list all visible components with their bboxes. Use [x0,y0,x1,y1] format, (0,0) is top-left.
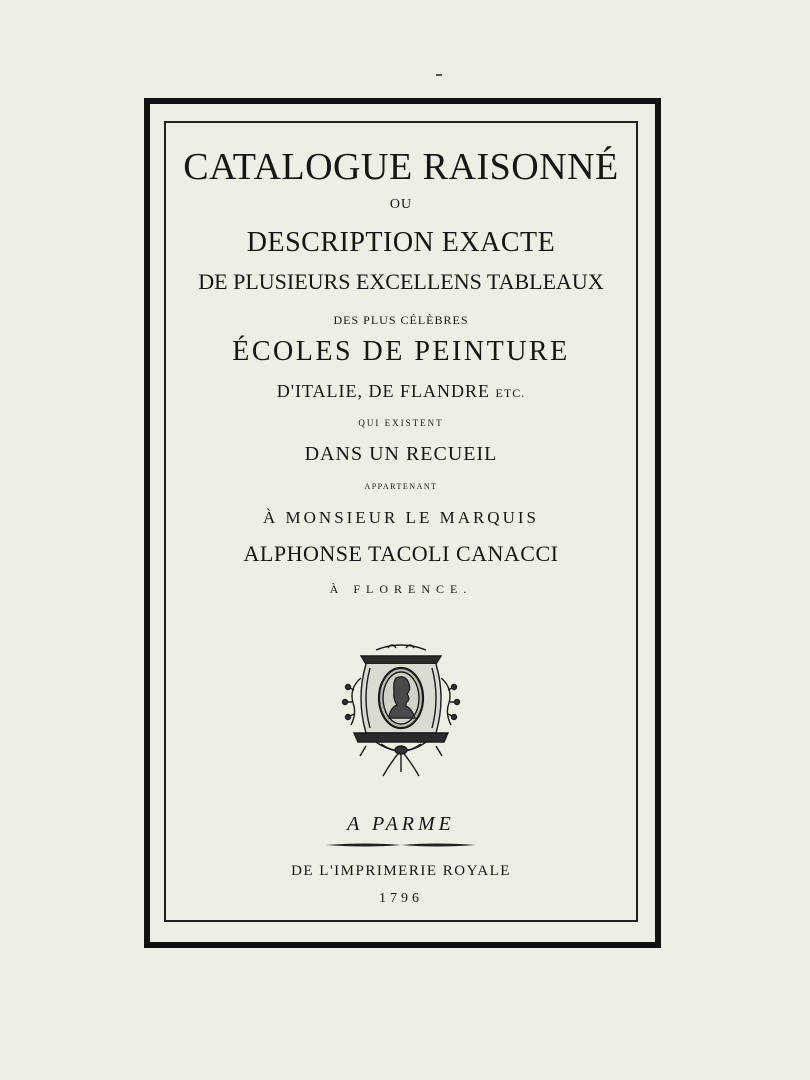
appartenant-line: APPARTENANT [364,482,438,491]
portrait-medallion-vignette-icon [336,638,466,783]
qui-existent-line: QUI EXISTENT [358,418,444,428]
parme-line: A PARME [347,813,455,835]
florence-line: À FLORENCE. [329,582,473,596]
title-page [166,123,636,920]
italie-text: D'ITALIE, DE FLANDRE [276,381,491,401]
plusieurs-line: DE PLUSIEURS EXCELLENS TABLEAUX [198,269,604,294]
ornamental-rule [326,841,476,849]
year-line: 1796 [379,891,423,906]
italie-line [166,381,636,402]
monsieur-line: À MONSIEUR LE MARQUIS [263,508,539,527]
ou-line: OU [389,197,413,212]
description-line: DESCRIPTION EXACTE [246,227,556,258]
ecoles-line: ÉCOLES DE PEINTURE [232,336,570,367]
alphonse-line: ALPHONSE TACOLI CANACCI [243,541,559,566]
des-plus-line: DES PLUS CÉLÈBRES [333,313,469,327]
imprimerie-line: DE L'IMPRIMERIE ROYALE [291,863,511,879]
etc-text: ETC. [495,386,526,400]
dans-recueil-line: DANS UN RECUEIL [304,443,498,465]
catalogue-title: CATALOGUE RAISONNÉ [183,146,619,188]
ink-speck [436,74,442,76]
